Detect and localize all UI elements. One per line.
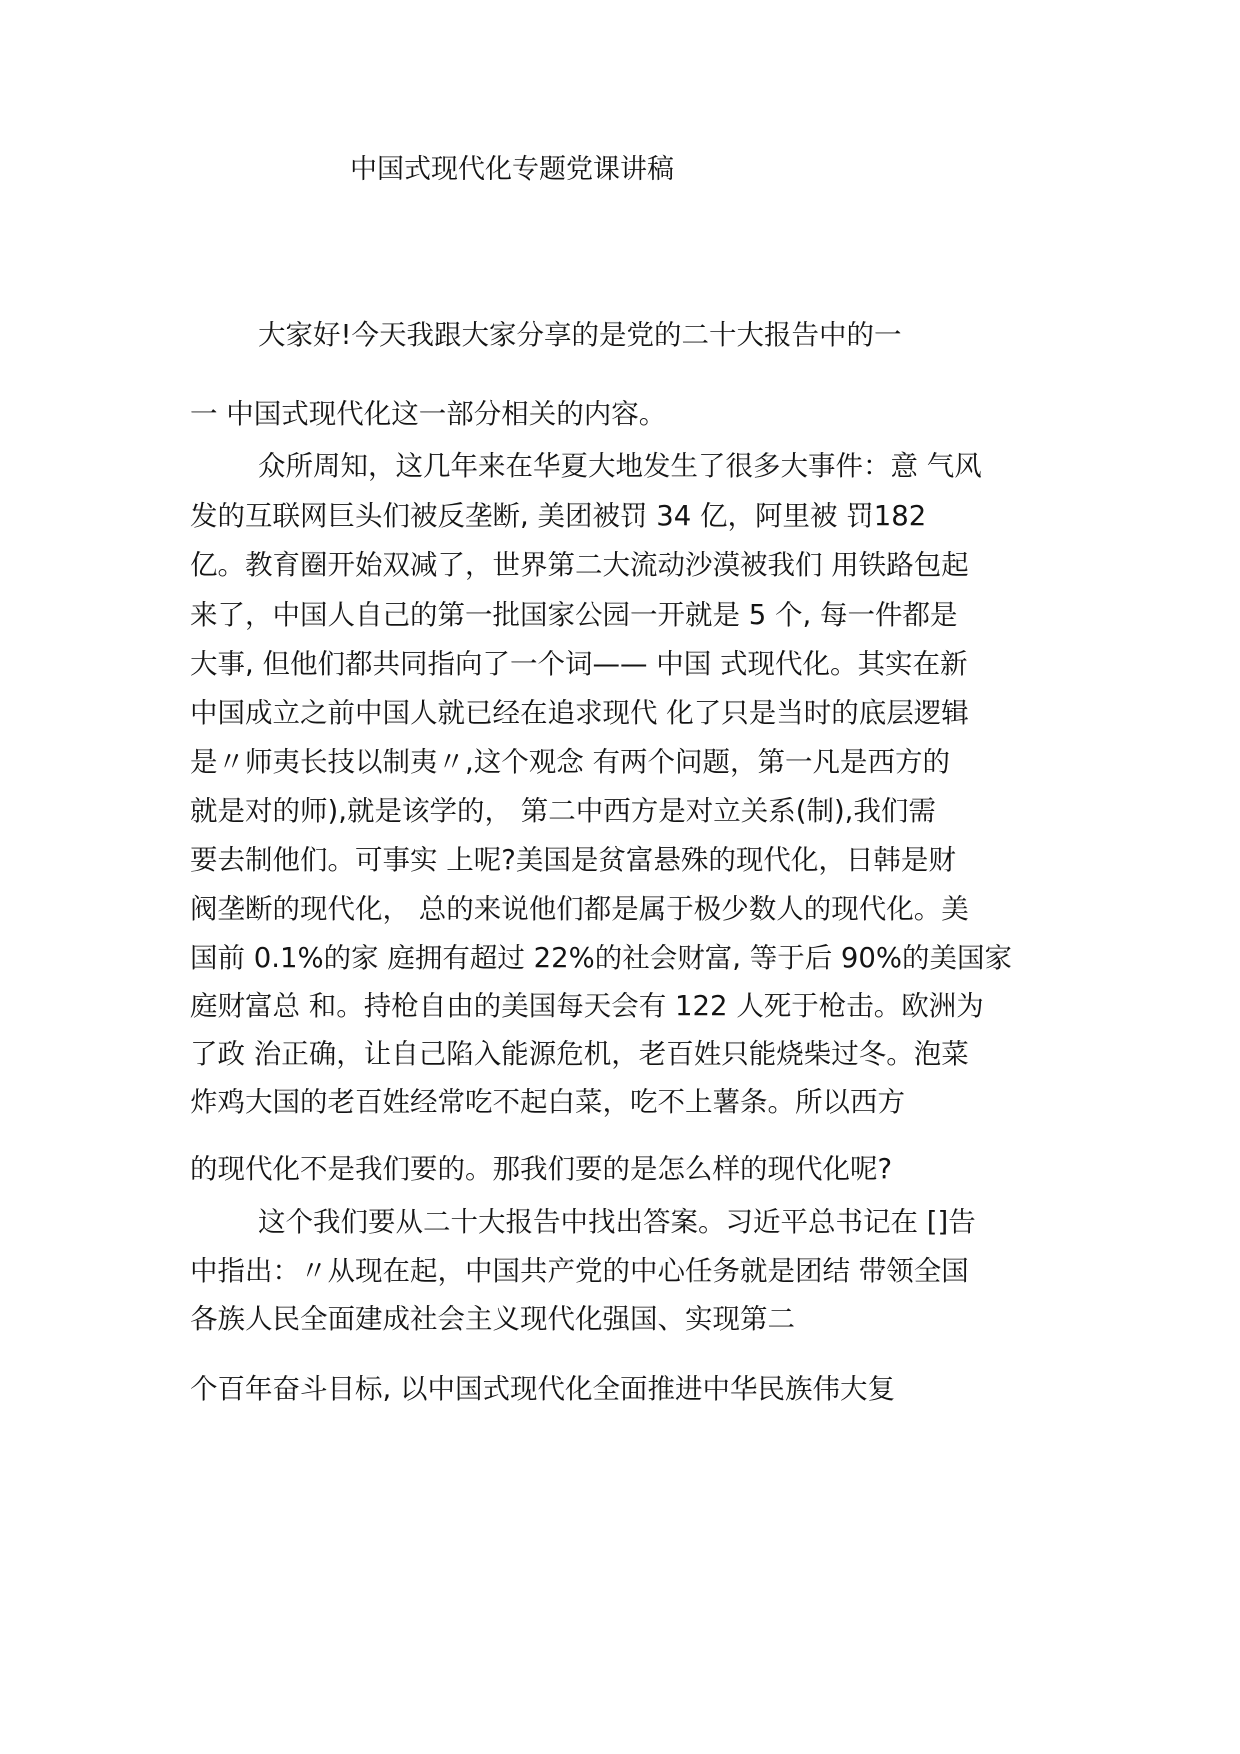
paragraph-line: 个百年奋斗目标, 以中国式现代化全面推进中华民族伟大复 xyxy=(190,1373,895,1405)
paragraph-line: 庭财富总 和。持枪自由的美国每天会有 122 人死于枪击。欧洲为 xyxy=(190,990,984,1022)
paragraph-line: 众所周知，这几年来在华夏大地发生了很多大事件：意 气风 xyxy=(258,450,982,482)
paragraph-line: 是〃师夷长技以制夷〃,这个观念 有两个问题，第一凡是西方的 xyxy=(190,746,950,778)
paragraph-line: 就是对的师),就是该学的， 第二中西方是对立关系(制),我们需 xyxy=(190,795,936,827)
paragraph-line: 大事, 但他们都共同指向了一个词—— 中国 式现代化。其实在新 xyxy=(190,648,968,680)
paragraph-line: 要去制他们。可事实 上呢?美国是贫富悬殊的现代化，日韩是财 xyxy=(190,844,956,876)
paragraph-line: 大家好!今天我跟大家分享的是党的二十大报告中的一 xyxy=(258,319,902,351)
paragraph-line: 阀垄断的现代化， 总的来说他们都是属于极少数人的现代化。美 xyxy=(190,893,969,925)
paragraph-line: 亿。教育圈开始双减了，世界第二大流动沙漠被我们 用铁路包起 xyxy=(190,549,969,581)
paragraph-line: 来了，中国人自己的第一批国家公园一开就是 5 个, 每一件都是 xyxy=(190,599,958,631)
paragraph-line: 了政 治正确，让自己陷入能源危机，老百姓只能烧柴过冬。泡菜 xyxy=(190,1038,969,1070)
paragraph-line: 炸鸡大国的老百姓经常吃不起白菜，吃不上薯条。所以西方 xyxy=(190,1086,905,1118)
paragraph-line: 这个我们要从二十大报告中找出答案。习近平总书记在 []告 xyxy=(258,1206,976,1238)
paragraph-line: 国前 0.1%的家 庭拥有超过 22%的社会财富, 等于后 90%的美国家 xyxy=(190,942,1013,974)
paragraph-line: 发的互联网巨头们被反垄断, 美团被罚 34 亿，阿里被 罚182 xyxy=(190,500,927,532)
paragraph-line: 一 中国式现代化这一部分相关的内容。 xyxy=(190,398,667,430)
paragraph-line: 中指出：〃从现在起，中国共产党的中心任务就是团结 带领全国 xyxy=(190,1255,969,1287)
paragraph-line: 的现代化不是我们要的。那我们要的是怎么样的现代化呢? xyxy=(190,1153,893,1185)
paragraph-line: 中国成立之前中国人就已经在追求现代 化了只是当时的底层逻辑 xyxy=(190,697,969,729)
document-title: 中国式现代化专题党课讲稿 xyxy=(350,154,674,185)
paragraph-line: 各族人民全面建成社会主义现代化强国、实现第二 xyxy=(190,1303,795,1335)
